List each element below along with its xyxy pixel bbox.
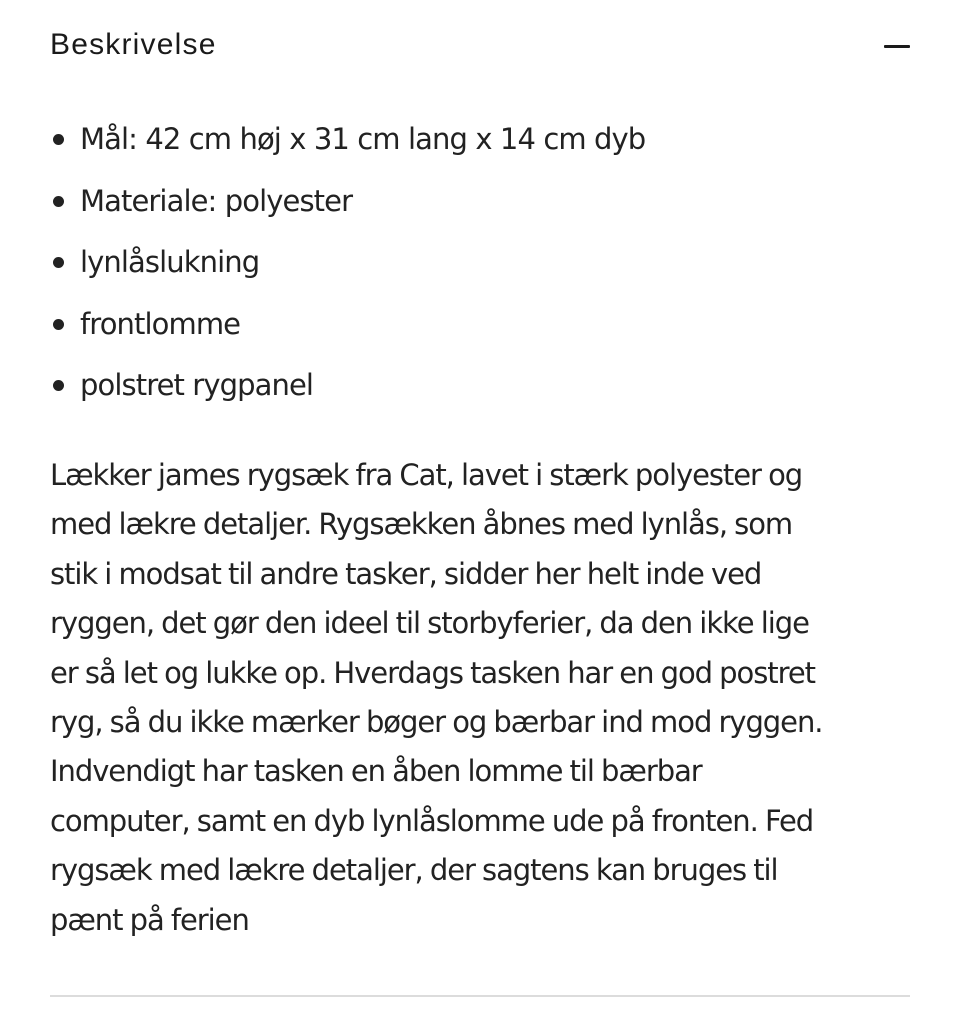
description-line: Lækker james rygsæk fra Cat, lavet i stærk polyester og (50, 458, 803, 492)
description-line: ryg, så du ikke mærker bøger og bærbar ind mod ryggen. (50, 705, 823, 740)
spec-item-front-pocket (50, 301, 645, 363)
description-line: med lækre detaljer. Rygsækken åbnes med lynlås, som (50, 507, 793, 542)
description-accordion (50, 0, 910, 937)
description-line: pænt på ferien (50, 902, 249, 937)
spec-item-back-panel (50, 362, 645, 424)
description-line: computer, samt en dyb lynlåslomme ude på fronten. Fed (50, 803, 814, 838)
description-text (50, 451, 870, 945)
description-line: ryggen, det gør den ideel til storbyferier, da den ikke lige (50, 606, 809, 641)
specs-list (50, 116, 645, 424)
section-divider (50, 995, 910, 997)
spec-label: frontlomme (80, 306, 241, 341)
spec-item-dimensions (50, 116, 645, 178)
bullet-icon (53, 196, 64, 207)
accordion-header[interactable] (50, 0, 910, 92)
spec-label: Mål: 42 cm høj x 31 cm lang x 14 cm dyb (80, 122, 646, 156)
description-line: rygsæk med lækre detaljer, der sagtens kan bruges til (50, 853, 778, 888)
description-line: Indvendigt har tasken en åben lomme til bærbar (50, 754, 702, 789)
bullet-icon (53, 134, 64, 145)
description-line: er så let og lukke op. Hverdags tasken har en god postret (50, 655, 815, 690)
bullet-icon (53, 380, 64, 391)
spec-item-closure (50, 239, 645, 301)
minus-icon[interactable] (884, 45, 910, 48)
spec-label: polstret rygpanel (80, 368, 314, 402)
bullet-icon (53, 319, 64, 330)
bullet-icon (53, 257, 64, 268)
spec-label: lynlåslukning (80, 245, 260, 279)
spec-label: Materiale: polyester (80, 183, 353, 218)
accordion-title: Beskrivelse (50, 28, 217, 61)
spec-item-material (50, 178, 645, 240)
description-line: stik i modsat til andre tasker, sidder her helt inde ved (50, 556, 762, 591)
